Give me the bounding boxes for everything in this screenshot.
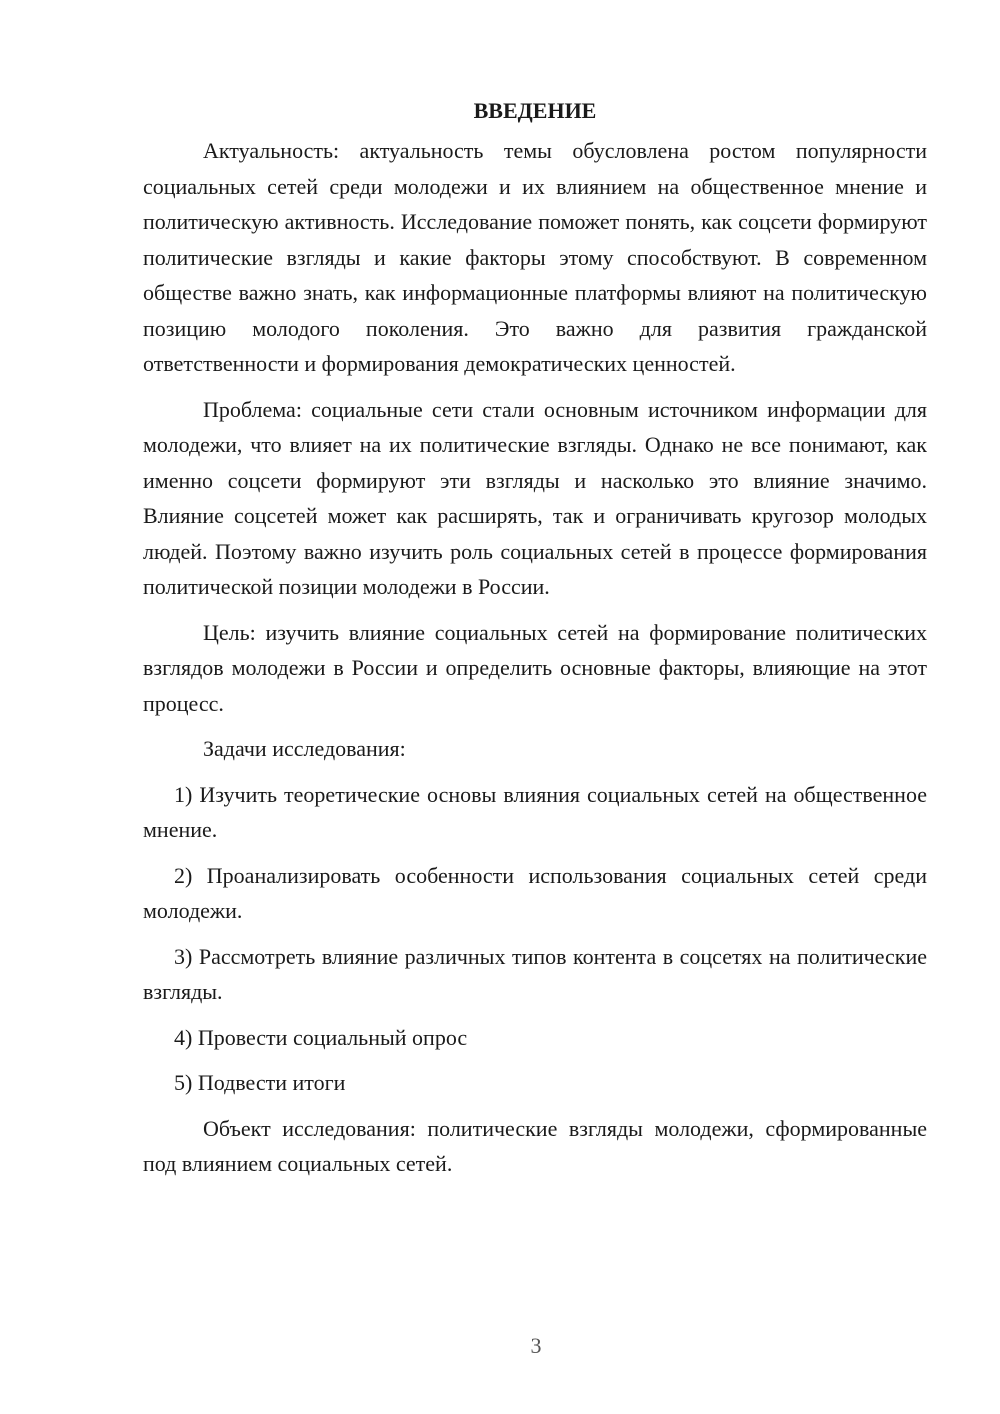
task-item-4: 4) Провести социальный опрос [174,1024,468,1050]
paragraph-object: Объект исследования: политические взгляды молодежи, сформированные под влиянием социальных сетей. [143,1115,927,1176]
page-number: 3 [530,1333,542,1358]
paragraph-relevance: Актуальность: актуальность темы обусловлена ростом популярности социальных сетей среди молодежи и их влиянием на общественное мнение и политическую активность. Исследование поможет понять, как соцсети формируют политические взгляды и какие факторы этому способствуют. В современном обществе важно знать, как информационные платформы влияют на политическую позицию молодого поколения. Это важно для развития гражданской ответственности и формирования демократических ценностей. [143,138,927,376]
task-item-1: 1) Изучить теоретические основы влияния социальных сетей на общественное мнение. [143,781,927,842]
paragraph-problem: Проблема: социальные сети стали основным источником информации для молодежи, что влияет на их политические взгляды. Однако не все понимают, как именно соцсети формируют эти взгляды и насколько это влияние значимо. Влияние соцсетей может как расширять, так и ограничивать кругозор молодых людей. Поэтому важно изучить роль социальных сетей в процессе формирования политической позиции молодежи в России. [143,396,927,599]
task-item-5: 5) Подвести итоги [174,1070,346,1095]
section-heading: ВВЕДЕНИЕ [473,98,597,123]
page-content [143,93,927,1192]
task-item-2: 2) Проанализировать особенности использования социальных сетей среди молодежи. [143,862,927,923]
tasks-title: Задачи исследования: [203,736,406,761]
task-item-3: 3) Рассмотреть влияние различных типов контента в соцсетях на политические взгляды. [143,943,927,1004]
paragraph-goal: Цель: изучить влияние социальных сетей на формирование политических взглядов молодежи в России и определить основные факторы, влияющие на этот процесс. [143,619,927,716]
